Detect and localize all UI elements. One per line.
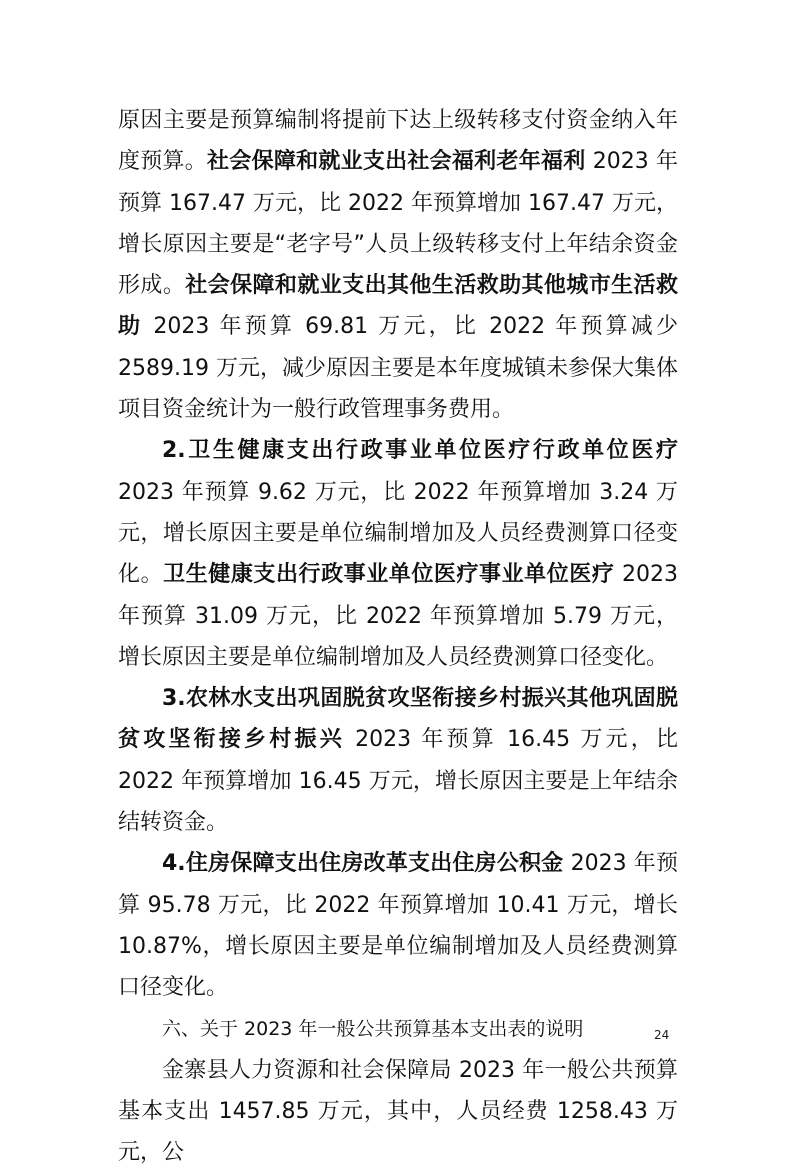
bold-item-heading: 3.农林水支出巩固脱贫攻坚衔接乡村振兴其他巩固脱贫攻坚衔接乡村振兴	[118, 686, 678, 753]
bold-item-heading: 社会保障和就业支出其他生活救助其他城市生活救助	[118, 273, 678, 340]
body-text	[118, 100, 678, 1174]
bold-item-heading: 社会保障和就业支出社会福利老年福利	[207, 149, 586, 175]
paragraph-basic-expenditure: 金寨县人力资源和社会保障局 2023 年一般公共预算基本支出 1457.85 万元，其中，人员经费 1258.43 万元，公	[118, 1057, 678, 1166]
paragraph-text: 2023 年预算 95.78 万元，比 2022 年预算增加 10.41 万元，增长 10.87%，增长原因主要是单位编制增加及人员经费测算口径变化。	[118, 851, 678, 1001]
paragraph-text: 2023 年预算 9.62 万元，比 2022 年预算增加 3.24 万元，增长原因主要是单位编制增加及人员经费测算口径变化。	[118, 479, 678, 588]
page-number: 24	[654, 1028, 670, 1042]
paragraph-text: 原因主要是预算编制将提前下达上级转移支付资金纳入年度预算。	[118, 108, 678, 175]
paragraph-text: 2023 年预算 69.81 万元，比 2022 年预算减少 2589.19 万元，减少原因主要是本年度城镇未参保大集体项目资金统计为一般行政管理事务费用。	[118, 314, 678, 423]
bold-item-heading: 卫生健康支出行政事业单位医疗事业单位医疗	[163, 562, 615, 588]
paragraph-agriculture	[118, 678, 678, 843]
paragraph-housing	[118, 843, 678, 1008]
paragraph-text: 2023 年预算 167.47 万元，比 2022 年预算增加 167.47 万元，增长原因主要是“老字号”人员上级转移支付上年结余资金形成。	[118, 149, 678, 299]
paragraph-health	[118, 430, 678, 678]
paragraph-text: 2023 年预算 16.45 万元，比 2022 年预算增加 16.45 万元，增长原因主要是上年结余结转资金。	[118, 727, 678, 836]
bold-item-heading: 4.住房保障支出住房改革支出住房公积金	[162, 851, 564, 877]
paragraph-text: 2023 年预算 31.09 万元，比 2022 年预算增加 5.79 万元，增长原因主要是单位编制增加及人员经费测算口径变化。	[118, 562, 678, 670]
section-heading: 六、关于 2023 年一般公共预算基本支出表的说明	[162, 1017, 584, 1040]
paragraph-social-security	[118, 100, 678, 430]
bold-item-heading: 2.卫生健康支出行政事业单位医疗行政单位医疗	[162, 438, 678, 464]
